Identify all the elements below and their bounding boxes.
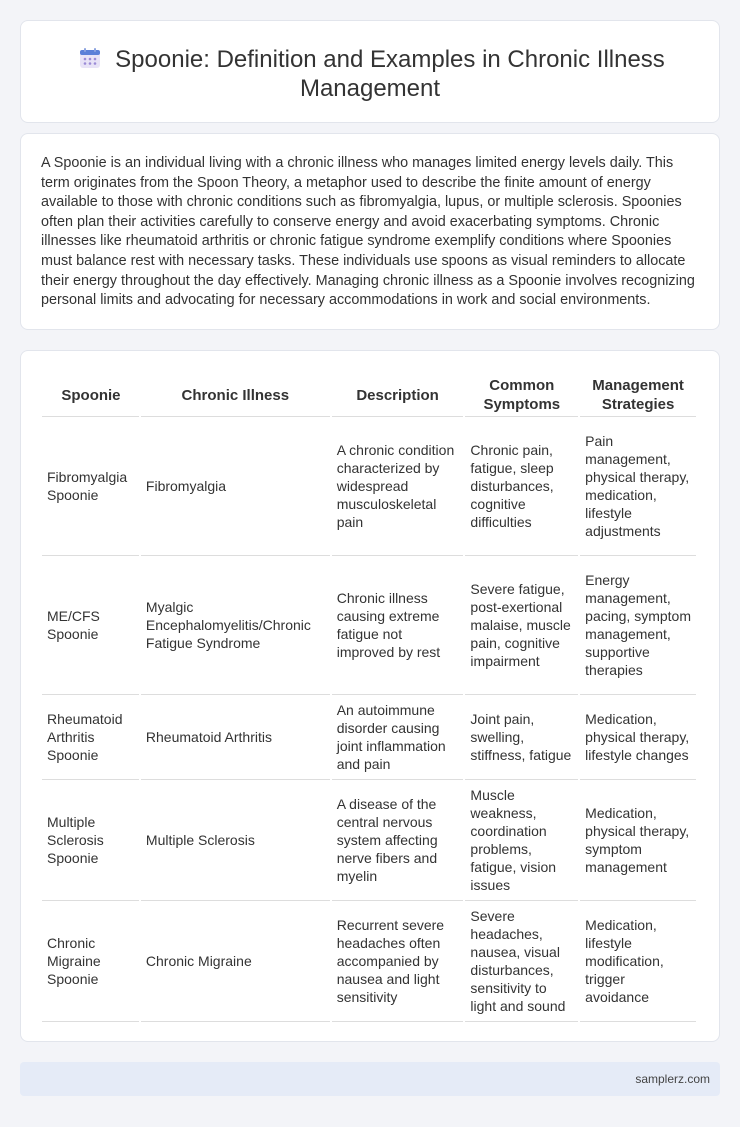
cell-symptoms: Severe fatigue, post-exertional malaise, muscle pain, cognitive impairment bbox=[464, 556, 579, 695]
table-row bbox=[42, 417, 697, 556]
page-title-line1: Spoonie: Definition and Examples in Chronic Illness bbox=[115, 46, 665, 73]
header-card bbox=[20, 20, 720, 123]
cell-chronic-illness: Fibromyalgia bbox=[140, 417, 331, 556]
cell-management: Medication, physical therapy, lifestyle changes bbox=[579, 695, 697, 780]
cell-spoonie: Chronic Migraine Spoonie bbox=[42, 901, 140, 1022]
intro-card bbox=[20, 133, 720, 330]
footer-site-link[interactable]: samplerz.com bbox=[635, 1072, 710, 1086]
cell-management: Pain management, physical therapy, medication, lifestyle adjustments bbox=[579, 417, 697, 556]
header-chronic-illness: Chronic Illness bbox=[140, 372, 331, 417]
cell-symptoms: Severe headaches, nausea, visual disturbances, sensitivity to light and sound bbox=[464, 901, 579, 1022]
cell-management: Medication, physical therapy, symptom management bbox=[579, 780, 697, 901]
cell-spoonie: Rheumatoid Arthritis Spoonie bbox=[42, 695, 140, 780]
page-title bbox=[21, 45, 719, 103]
table-header-row bbox=[42, 372, 697, 417]
cell-description: An autoimmune disorder causing joint inflammation and pain bbox=[331, 695, 465, 780]
cell-symptoms: Chronic pain, fatigue, sleep disturbances, cognitive difficulties bbox=[464, 417, 579, 556]
cell-symptoms: Joint pain, swelling, stiffness, fatigue bbox=[464, 695, 579, 780]
spoonie-table bbox=[42, 372, 698, 1022]
table-row bbox=[42, 556, 697, 695]
cell-management: Medication, lifestyle modification, trigger avoidance bbox=[579, 901, 697, 1022]
cell-spoonie: ME/CFS Spoonie bbox=[42, 556, 140, 695]
cell-spoonie: Multiple Sclerosis Spoonie bbox=[42, 780, 140, 901]
cell-management: Energy management, pacing, symptom management, supportive therapies bbox=[579, 556, 697, 695]
intro-paragraph: A Spoonie is an individual living with a chronic illness who manages limited energy levels daily. This term originates from the Spoon Theory, a metaphor used to describe the finite amount of energy available to those with chronic conditions such as fibromyalgia, lupus, or multiple sclerosis. Spoonies often plan their activities carefully to conserve energy and avoid exacerbating symptoms. Chronic illnesses like rheumatoid arthritis or chronic fatigue syndrome exemplify conditions where Spoonies must balance rest with necessary tasks. These individuals use spoons as visual reminders to allocate their energy throughout the day effectively. Managing chronic illness as a Spoonie involves recognizing personal limits and advocating for necessary accommodations in work and social environments. bbox=[41, 155, 695, 309]
header-common-symptoms: Common Symptoms bbox=[464, 372, 579, 417]
header-description: Description bbox=[331, 372, 465, 417]
header-management-strategies: Management Strategies bbox=[579, 372, 697, 417]
cell-description: A disease of the central nervous system affecting nerve fibers and myelin bbox=[331, 780, 465, 901]
table-row bbox=[42, 780, 697, 901]
cell-chronic-illness: Myalgic Encephalomyelitis/Chronic Fatigue Syndrome bbox=[140, 556, 331, 695]
table-row bbox=[42, 695, 697, 780]
cell-chronic-illness: Rheumatoid Arthritis bbox=[140, 695, 331, 780]
footer bbox=[20, 1062, 720, 1096]
cell-symptoms: Muscle weakness, coordination problems, fatigue, vision issues bbox=[464, 780, 579, 901]
table-row bbox=[42, 901, 697, 1022]
cell-chronic-illness: Chronic Migraine bbox=[140, 901, 331, 1022]
header-spoonie: Spoonie bbox=[42, 372, 140, 417]
cell-chronic-illness: Multiple Sclerosis bbox=[140, 780, 331, 901]
page-title-line2: Management bbox=[299, 75, 441, 102]
cell-spoonie: Fibromyalgia Spoonie bbox=[42, 417, 140, 556]
cell-description: Recurrent severe headaches often accompanied by nausea and light sensitivity bbox=[331, 901, 465, 1022]
cell-description: A chronic condition characterized by widespread musculoskeletal pain bbox=[331, 417, 465, 556]
table-card bbox=[20, 350, 720, 1042]
cell-description: Chronic illness causing extreme fatigue not improved by rest bbox=[331, 556, 465, 695]
